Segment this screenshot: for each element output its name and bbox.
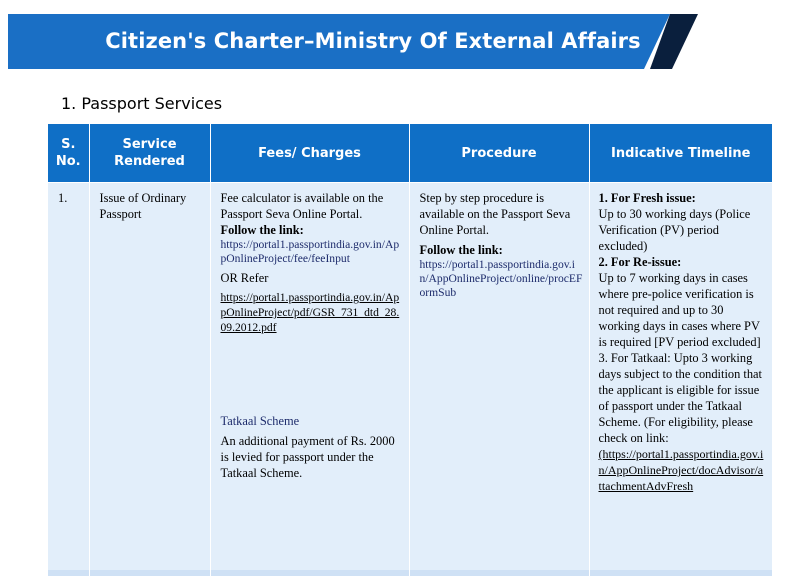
or-refer-text: OR Refer	[220, 271, 269, 285]
cell-fees	[210, 183, 409, 571]
procedure-intro: Step by step procedure is available on the Passport Seva Online Portal.	[419, 191, 571, 237]
table-row-continuation	[48, 570, 772, 576]
header-sno: S. No.	[48, 124, 89, 183]
header-fees: Fees/ Charges	[210, 124, 409, 183]
doc-advisor-link[interactable]: (https://portal1.passportindia.gov.in/AppOnlineProject/docAdvisor/attachmentAdvFresh	[598, 447, 764, 493]
page-title: Citizen's Charter–Ministry Of External Affairs	[105, 29, 641, 53]
header-procedure: Procedure	[409, 124, 589, 183]
title-banner	[8, 14, 670, 69]
service-text: Issue of Ordinary Passport	[99, 191, 187, 221]
reissue-label: 2. For Re-issue:	[598, 255, 682, 269]
cell-service	[89, 183, 210, 571]
tatkaal-timeline-text: 3. For Tatkaal: Upto 3 working days subject to the condition that the applicant is eligible for issue of passport under the Tatkaal Scheme. (For eligibility, please check on link:	[598, 351, 762, 445]
fee-calculator-link[interactable]: https://portal1.passportindia.gov.in/AppOnlineProject/fee/feeInput	[220, 238, 400, 265]
tatkaal-scheme-label: Tatkaal Scheme	[220, 414, 300, 428]
tatkaal-fee-text: An additional payment of Rs. 2000 is levied for passport under the Tatkaal Scheme.	[220, 434, 395, 480]
section-heading: 1. Passport Services	[61, 94, 223, 113]
table-header-row	[48, 124, 772, 183]
procedure-link[interactable]: https://portal1.passportindia.gov.in/AppOnlineProject/online/procEFormSub	[419, 258, 583, 299]
fees-intro: Fee calculator is available on the Passport Seva Online Portal.	[220, 191, 384, 221]
cell-timeline	[589, 183, 772, 571]
reissue-text: Up to 7 working days in cases where pre-police verification is not required and up to 30 working days in cases where PV is required [PV period excluded]	[598, 271, 761, 349]
cell-sno	[48, 183, 89, 571]
services-table	[48, 124, 772, 576]
gsr-pdf-link[interactable]: https://portal1.passportindia.gov.in/AppOnlineProject/pdf/GSR_731_dtd_28.09.2012.pdf	[220, 291, 400, 334]
cell-procedure	[409, 183, 589, 571]
table-row	[48, 183, 772, 571]
fresh-issue-text: Up to 30 working days (Police Verification (PV) period excluded)	[598, 207, 751, 253]
sno-text: 1.	[58, 191, 68, 205]
fees-follow-label: Follow the link:	[220, 223, 304, 237]
fresh-issue-label: 1. For Fresh issue:	[598, 191, 696, 205]
header-timeline: Indicative Timeline	[589, 124, 772, 183]
procedure-follow-label: Follow the link:	[419, 243, 503, 257]
header-service: Service Rendered	[89, 124, 210, 183]
